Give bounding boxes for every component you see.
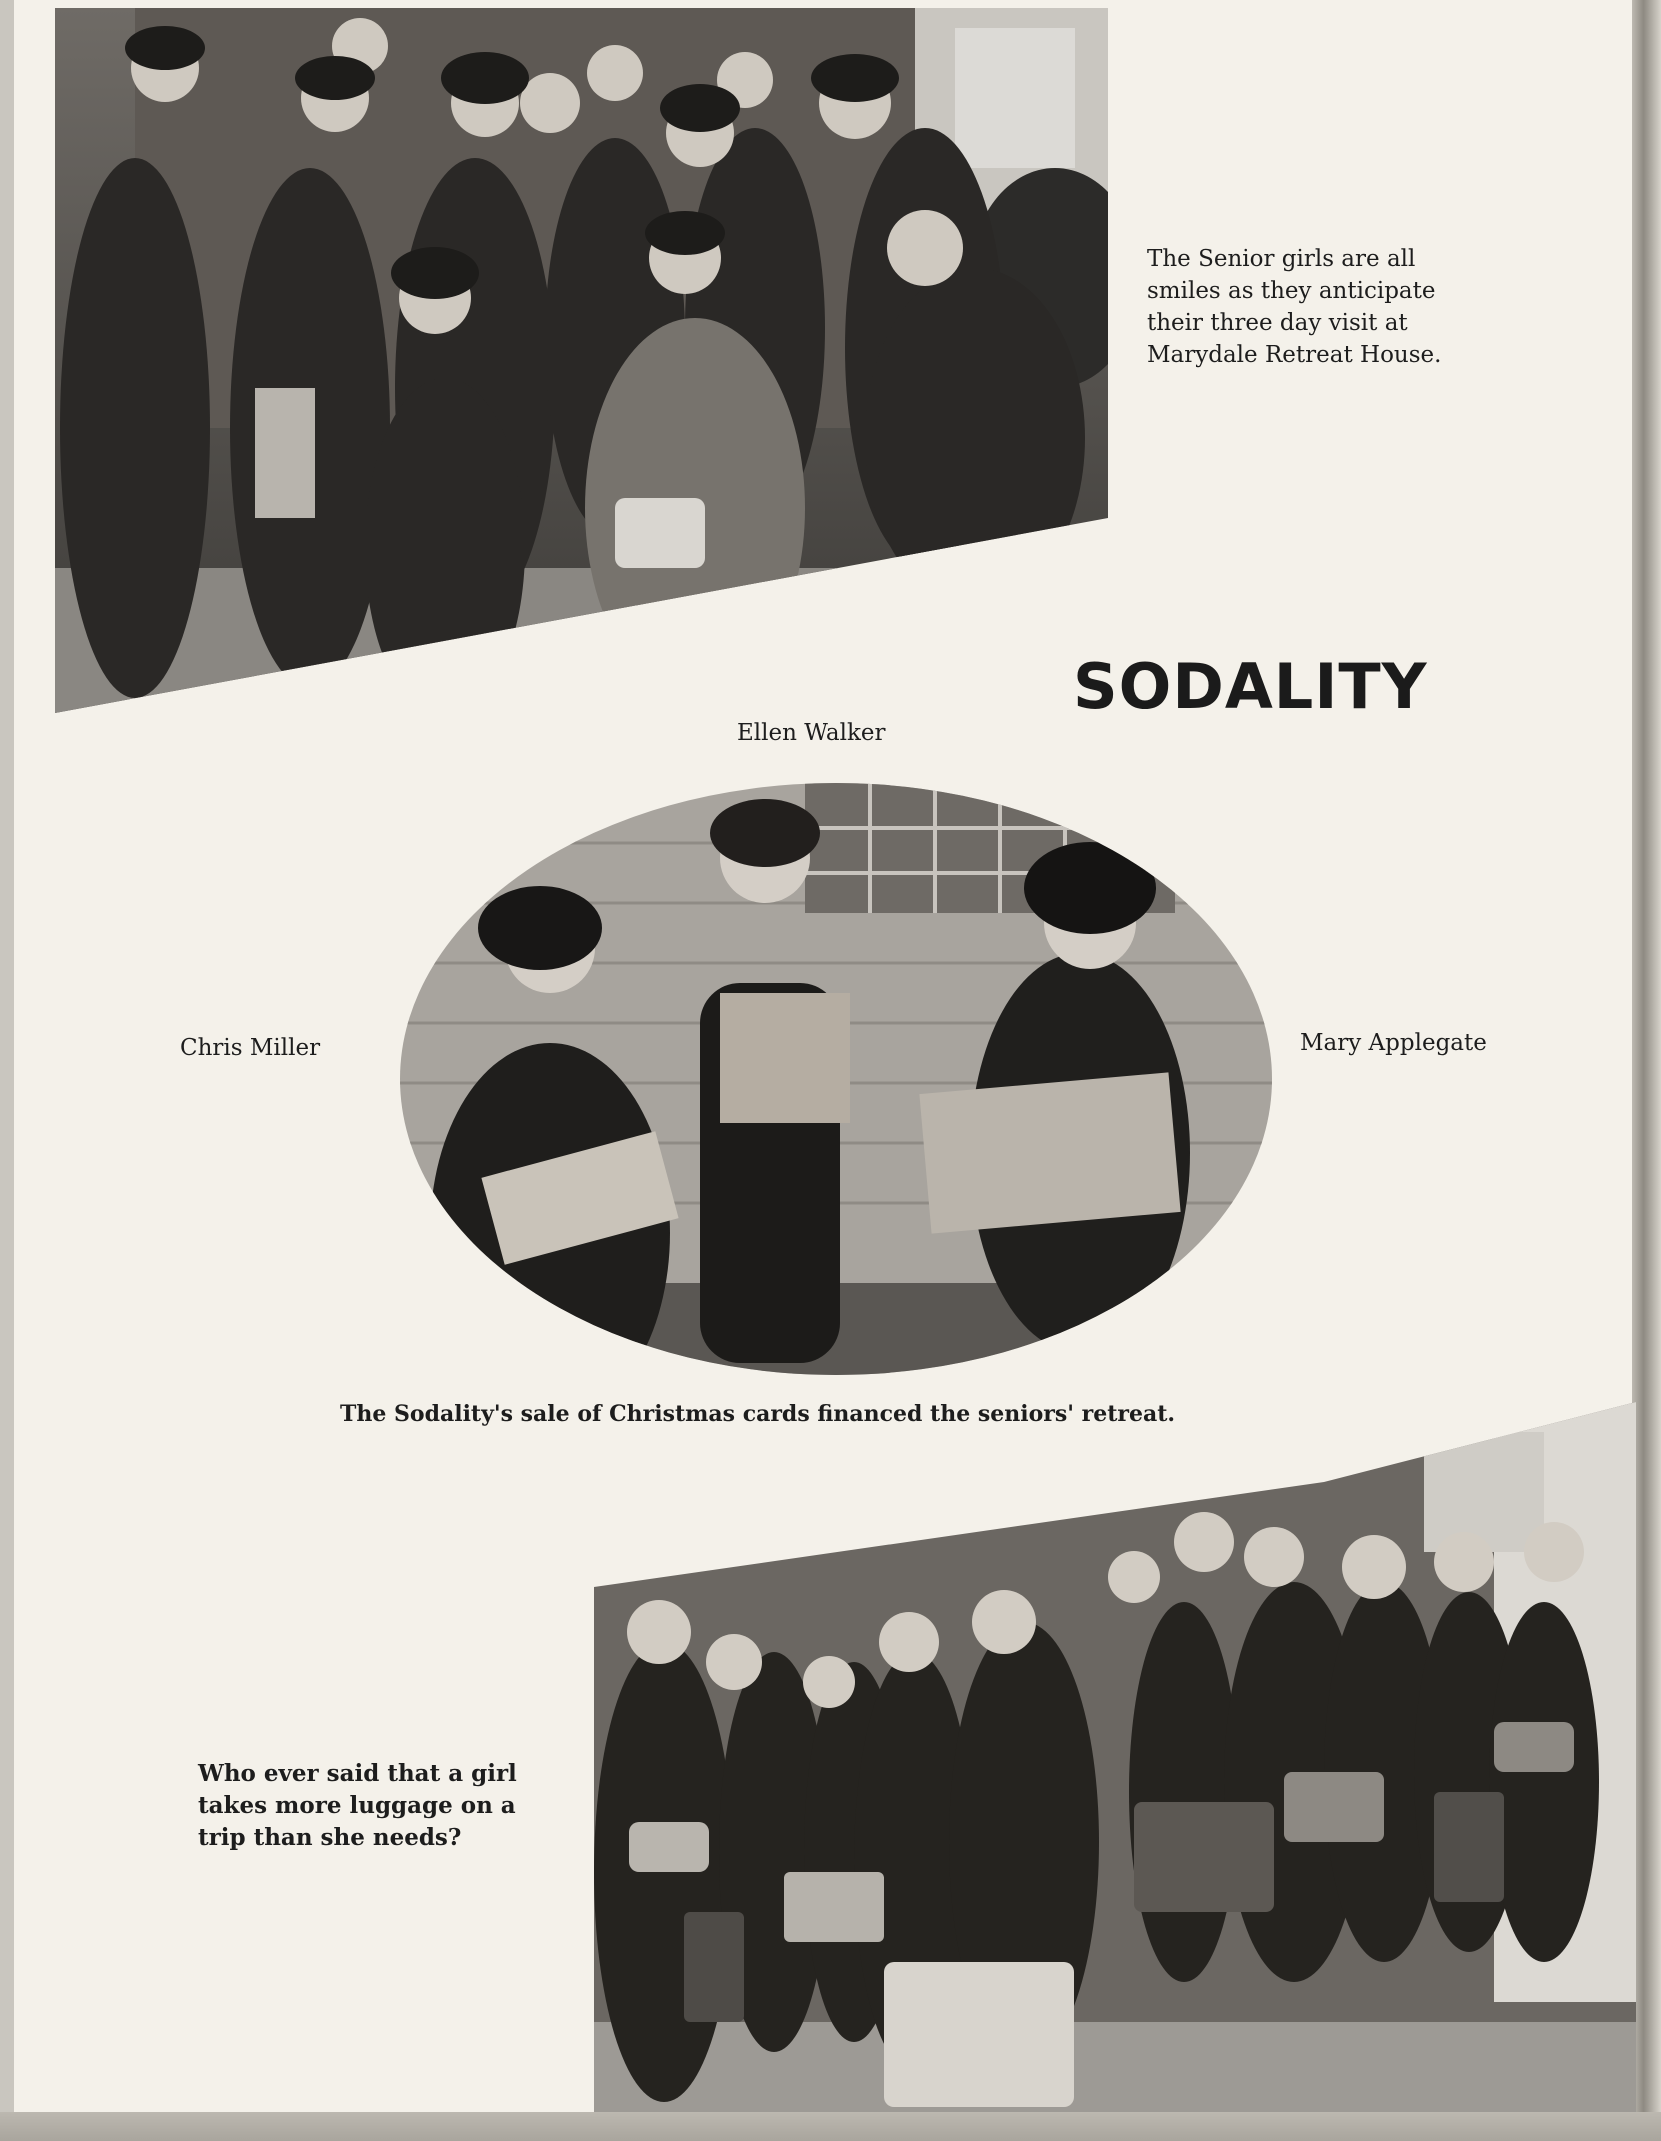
page-bottom-edge	[0, 2112, 1661, 2141]
caption-line: trip than she needs?	[198, 1824, 462, 1851]
section-title: SODALITY	[1073, 650, 1428, 723]
top-photo-caption	[1147, 243, 1441, 371]
caption-line: takes more luggage on a	[198, 1792, 516, 1819]
top-group-photo	[55, 8, 1108, 713]
caption-line: their three day visit at	[1147, 310, 1408, 336]
name-label-right: Mary Applegate	[1300, 1030, 1487, 1056]
book-spine	[1632, 0, 1661, 2141]
caption-line: Who ever said that a girl	[198, 1760, 517, 1787]
bottom-group-photo	[594, 1402, 1636, 2112]
caption-line: smiles as they anticipate	[1147, 278, 1436, 304]
caption-line: The Senior girls are all	[1147, 246, 1416, 272]
middle-oval-photo	[400, 783, 1272, 1375]
name-label-left: Chris Miller	[180, 1035, 321, 1061]
bottom-photo-caption	[198, 1758, 517, 1854]
caption-line: Marydale Retreat House.	[1147, 342, 1442, 368]
name-label-top: Ellen Walker	[737, 720, 886, 746]
middle-photo-caption: The Sodality's sale of Christmas cards financed the seniors' retreat.	[340, 1401, 1176, 1427]
